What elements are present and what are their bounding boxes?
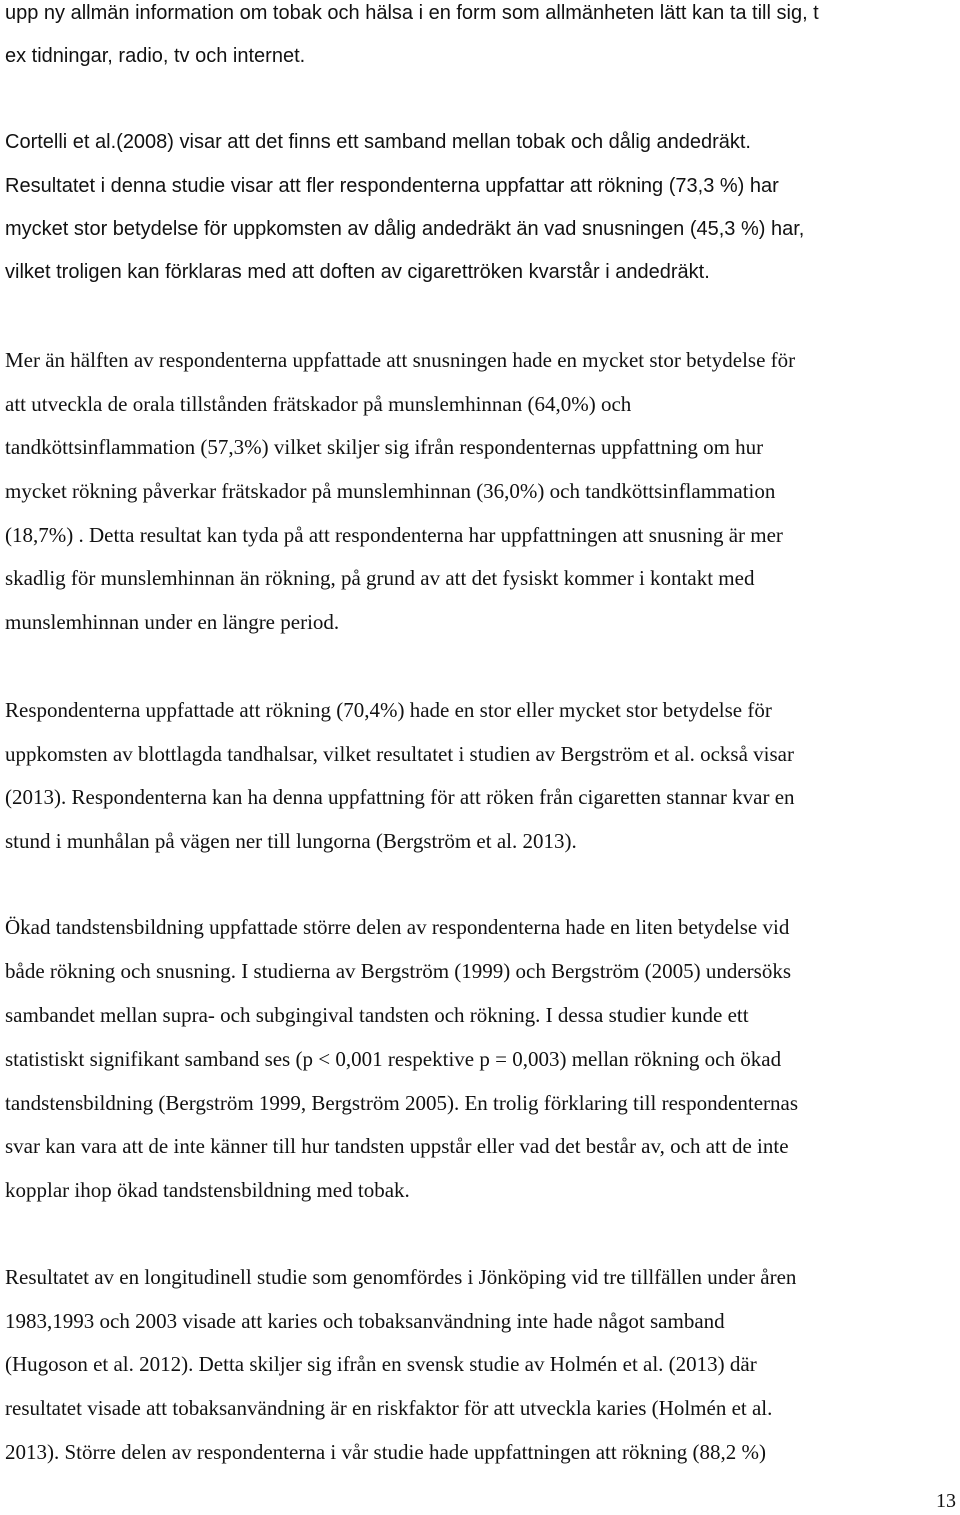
- text-line: upp ny allmän information om tobak och hälsa i en form som allmänheten lätt kan ta till sig, t: [5, 2, 819, 24]
- text-line: uppkomsten av blottlagda tandhalsar, vilket resultatet i studien av Bergström et al. också visar: [5, 742, 794, 766]
- text-line: tandköttsinflammation (57,3%) vilket skiljer sig ifrån respondenternas uppfattning om hur: [5, 435, 764, 459]
- text-line: skadlig för munslemhinnan än rökning, på grund av att det fysiskt kommer i kontakt med: [5, 566, 755, 590]
- text-line: (Hugoson et al. 2012). Detta skiljer sig ifrån en svensk studie av Holmén et al. (2013) där: [5, 1352, 757, 1376]
- page-number: 13: [936, 1490, 956, 1512]
- text-line: 2013). Större delen av respondenterna i vår studie hade uppfattningen att rökning (88,2 %): [5, 1440, 767, 1464]
- text-line: statistiskt signifikant samband ses (p < 0,001 respektive p = 0,003) mellan rökning och ökad: [5, 1047, 782, 1071]
- text-line: resultatet visade att tobaksanvändning är en riskfaktor för att utveckla karies (Holmén et al.: [5, 1396, 773, 1420]
- text-line: Ökad tandstensbildning uppfattade större delen av respondenterna hade en liten betydelse vid: [5, 915, 790, 939]
- text-line: kopplar ihop ökad tandstensbildning med tobak.: [5, 1178, 410, 1202]
- text-line: (2013). Respondenterna kan ha denna uppfattning för att röken från cigaretten stannar kvar en: [5, 785, 795, 809]
- text-line: mycket stor betydelse för uppkomsten av dålig andedräkt än vad snusningen (45,3 %) har,: [5, 218, 805, 240]
- text-line: att utveckla de orala tillstånden frätskador på munslemhinnan (64,0%) och: [5, 392, 632, 416]
- text-line: 1983,1993 och 2003 visade att karies och tobaksanvändning inte hade något samband: [5, 1309, 725, 1333]
- text-line: Resultatet av en longitudinell studie som genomfördes i Jönköping vid tre tillfällen under åren: [5, 1265, 797, 1289]
- text-line: Respondenterna uppfattade att rökning (70,4%) hade en stor eller mycket stor betydelse för: [5, 698, 772, 722]
- text-line: Resultatet i denna studie visar att fler respondenterna uppfattar att rökning (73,3 %) har: [5, 175, 779, 197]
- text-line: sambandet mellan supra- och subgingival tandsten och rökning. I dessa studier kunde ett: [5, 1003, 749, 1027]
- text-line: ex tidningar, radio, tv och internet.: [5, 45, 306, 67]
- text-line: Mer än hälften av respondenterna uppfattade att snusningen hade en mycket stor betydelse för: [5, 348, 796, 372]
- text-line: munslemhinnan under en längre period.: [5, 610, 340, 634]
- text-line: stund i munhålan på vägen ner till lungorna (Bergström et al. 2013).: [5, 829, 577, 853]
- text-line: svar kan vara att de inte känner till hur tandsten uppstår eller vad det består av, och att de inte: [5, 1134, 789, 1158]
- text-line: tandstensbildning (Bergström 1999, Bergström 2005). En trolig förklaring till respondenternas: [5, 1091, 799, 1115]
- text-line: (18,7%) . Detta resultat kan tyda på att respondenterna har uppfattningen att snusning är mer: [5, 523, 783, 547]
- text-line: Cortelli et al.(2008) visar att det finns ett samband mellan tobak och dålig andedräkt.: [5, 131, 751, 153]
- text-line: vilket troligen kan förklaras med att doften av cigarettröken kvarstår i andedräkt.: [5, 261, 710, 283]
- text-line: mycket rökning påverkar frätskador på munslemhinnan (36,0%) och tandköttsinflammation: [5, 479, 776, 503]
- text-line: både rökning och snusning. I studierna av Bergström (1999) och Bergström (2005) undersöks: [5, 959, 792, 983]
